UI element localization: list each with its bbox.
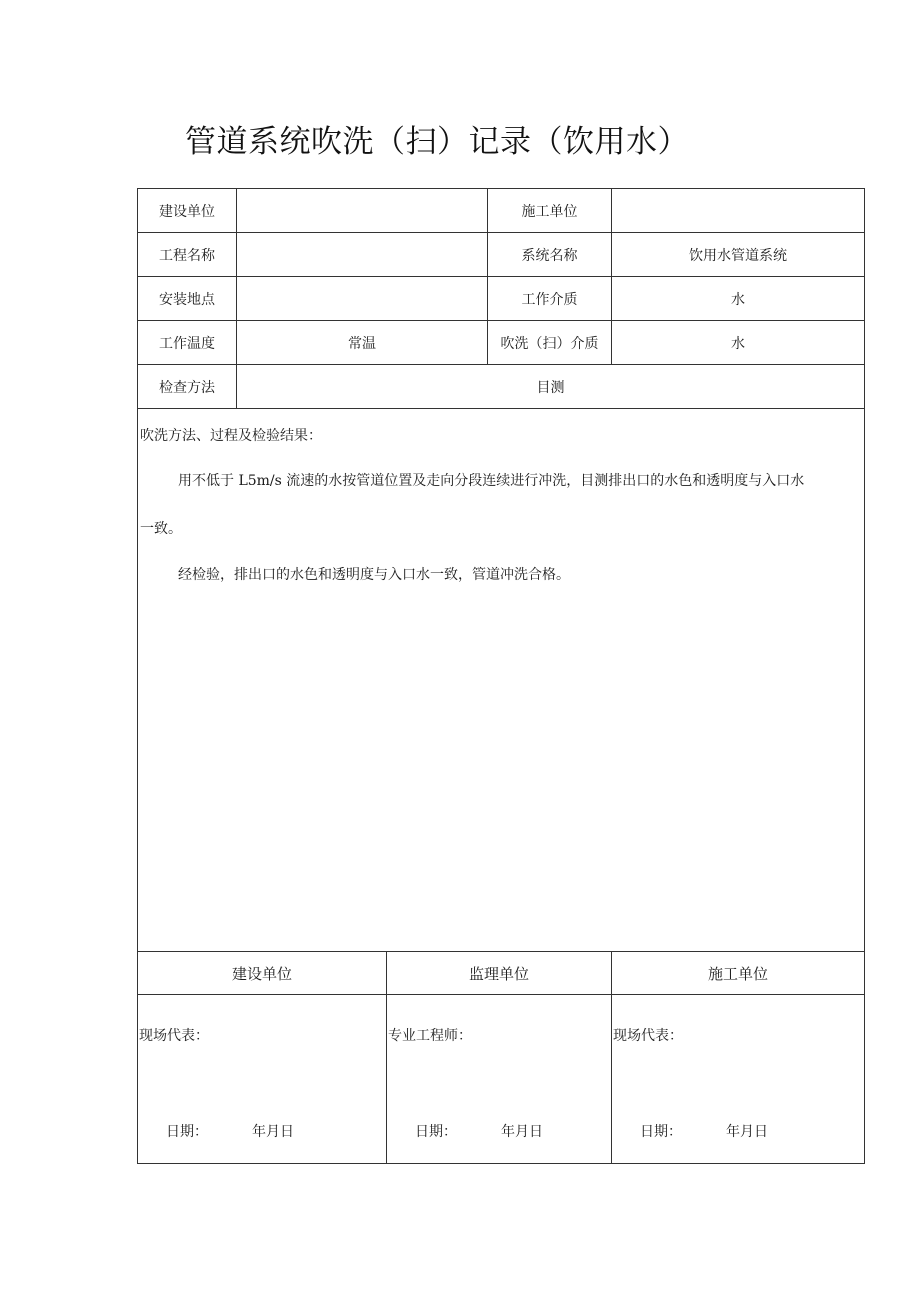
- inspect-method-label: 检查方法: [138, 365, 237, 409]
- row-temperature: [138, 321, 865, 365]
- system-name-value[interactable]: 饮用水管道系统: [612, 233, 865, 277]
- results-paragraph-1: 用不低于 L5m/s 流速的水按管道位置及走向分段连续进行冲洗，目测排出口的水色和透明度与入口水: [178, 473, 805, 489]
- results-cell[interactable]: [138, 409, 865, 952]
- project-name-value[interactable]: [237, 233, 488, 277]
- rep-label: 现场代表：: [613, 1028, 683, 1044]
- sign-unit-supervision: 监理单位: [387, 952, 612, 995]
- inspect-method-value[interactable]: 目测: [237, 365, 865, 409]
- row-sign-units: [138, 952, 865, 995]
- date-label: 日期：: [166, 1124, 208, 1140]
- date-label: 日期：: [640, 1124, 682, 1140]
- sign-unit-build: 建设单位: [138, 952, 387, 995]
- sign-block-build[interactable]: [138, 995, 387, 1164]
- system-name-label: 系统名称: [488, 233, 612, 277]
- row-sign-fields: [138, 995, 865, 1164]
- build-unit-value[interactable]: [237, 189, 488, 233]
- work-temp-value[interactable]: 常温: [237, 321, 488, 365]
- engineer-label: 专业工程师：: [388, 1028, 472, 1044]
- build-unit-label: 建设单位: [138, 189, 237, 233]
- row-body: [138, 409, 865, 952]
- date-label: 日期：: [415, 1124, 457, 1140]
- date-ymd: 年月日: [726, 1124, 768, 1140]
- work-medium-value[interactable]: 水: [612, 277, 865, 321]
- project-name-label: 工程名称: [138, 233, 237, 277]
- page-title: 管道系统吹洗（扫）记录（饮用水）: [185, 124, 689, 160]
- results-heading: 吹洗方法、过程及检验结果：: [140, 428, 322, 444]
- construct-unit-label: 施工单位: [488, 189, 612, 233]
- sign-block-supervision[interactable]: [387, 995, 612, 1164]
- rep-label: 现场代表：: [139, 1028, 209, 1044]
- results-paragraph-2: 经检验，排出口的水色和透明度与入口水一致，管道冲洗合格。: [178, 567, 570, 583]
- sign-block-construct[interactable]: [612, 995, 865, 1164]
- blow-medium-value[interactable]: 水: [612, 321, 865, 365]
- sign-unit-construct: 施工单位: [612, 952, 865, 995]
- date-ymd: 年月日: [252, 1124, 294, 1140]
- blow-medium-label: 吹洗（扫）介质: [488, 321, 612, 365]
- row-units: [138, 189, 865, 233]
- results-paragraph-1-cont: 一致。: [140, 521, 182, 537]
- construct-unit-value[interactable]: [612, 189, 865, 233]
- row-location: [138, 277, 865, 321]
- install-location-value[interactable]: [237, 277, 488, 321]
- record-table: [137, 188, 865, 1164]
- work-temp-label: 工作温度: [138, 321, 237, 365]
- install-location-label: 安装地点: [138, 277, 237, 321]
- row-method: [138, 365, 865, 409]
- work-medium-label: 工作介质: [488, 277, 612, 321]
- date-ymd: 年月日: [501, 1124, 543, 1140]
- row-names: [138, 233, 865, 277]
